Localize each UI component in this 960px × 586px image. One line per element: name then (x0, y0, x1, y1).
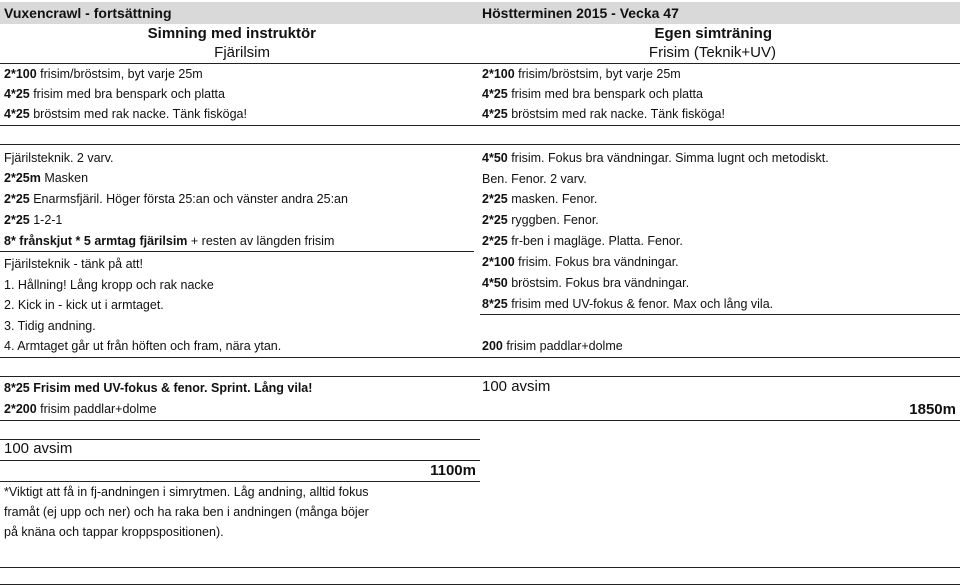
left-main-3: 2*25 Enarmsfjäril. Höger första 25:an och vänster andra 25:an (4, 192, 348, 206)
left-total: 1100m (430, 462, 476, 479)
tip-3: 3. Tidig andning. (4, 319, 96, 333)
sheet-title: Vuxencrawl - fortsättning (4, 5, 172, 21)
right-warmup-1: 2*100 frisim/bröstsim, byt varje 25m (482, 67, 681, 81)
right-main-9: 200 frisim paddlar+dolme (482, 339, 623, 353)
divider (0, 439, 480, 440)
right-total: 1850m (909, 401, 956, 418)
left-main-2: 2*25m Masken (4, 171, 89, 185)
right-rest: 100 avsim (482, 378, 551, 395)
tip-1: 1. Hållning! Lång kropp och rak nacke (4, 278, 214, 292)
divider (0, 144, 960, 145)
left-cooldown-1: 8*25 Frisim med UV-fokus & fenor. Sprint. Lång vila! (4, 381, 313, 395)
divider (0, 125, 960, 126)
right-subheading: Frisim (Teknik+UV) (648, 44, 776, 61)
right-main-3: 2*25 masken. Fenor. (482, 192, 598, 206)
tip-2: 2. Kick in - kick ut i armtaget. (4, 298, 164, 312)
right-warmup-3: 4*25 bröstsim med rak nacke. Tänk fisköga! (482, 107, 725, 121)
technique-note: *Viktigt att få in fj-andningen i simrytmen. Låg andning, alltid fokus framåt (ej upp och ner) och ha raka ben i andningen (många böjer på knäna och tappar kroppspositionen). (4, 485, 369, 539)
left-cooldown-2: 2*200 frisim paddlar+dolme (4, 402, 157, 416)
divider (0, 460, 480, 461)
divider (0, 584, 960, 585)
divider (0, 376, 960, 377)
right-main-4: 2*25 ryggben. Fenor. (482, 213, 599, 227)
left-heading: Simning med instruktör (147, 25, 316, 42)
left-main-5: 8* frånskjut * 5 armtag fjärilsim + resten av längden frisim (4, 234, 335, 248)
right-main-6: 2*100 frisim. Fokus bra vändningar. (482, 255, 679, 269)
left-subheading: Fjärilsim (214, 44, 270, 61)
right-main-7: 4*50 bröstsim. Fokus bra vändningar. (482, 276, 690, 290)
header-bar (0, 2, 960, 24)
tip-4: 4. Armtaget går ut från höften och fram, nära ytan. (4, 339, 282, 353)
right-main-5: 2*25 fr-ben i magläge. Platta. Fenor. (482, 234, 683, 248)
divider (0, 63, 960, 64)
right-heading: Egen simträning (654, 25, 772, 42)
left-warmup-1: 2*100 frisim/bröstsim, byt varje 25m (4, 67, 203, 81)
right-main-1: 4*50 frisim. Fokus bra vändningar. Simma lugnt och metodiskt. (482, 151, 829, 165)
divider (480, 314, 960, 315)
divider (0, 357, 960, 358)
right-main-2: Ben. Fenor. 2 varv. (482, 172, 587, 186)
left-main-1: Fjärilsteknik. 2 varv. (4, 151, 114, 165)
left-warmup-2: 4*25 frisim med bra benspark och platta (4, 87, 225, 101)
divider (0, 420, 960, 421)
divider (0, 251, 474, 252)
right-main-8: 8*25 frisim med UV-fokus & fenor. Max och lång vila. (482, 297, 774, 311)
left-main-4: 2*25 1-2-1 (4, 213, 63, 227)
left-main-6: Fjärilsteknik - tänk på att! (4, 257, 143, 271)
divider (0, 567, 960, 568)
term-label: Höstterminen 2015 - Vecka 47 (482, 5, 679, 21)
left-warmup-3: 4*25 bröstsim med rak nacke. Tänk fisköga! (4, 107, 247, 121)
right-warmup-2: 4*25 frisim med bra benspark och platta (482, 87, 703, 101)
left-rest: 100 avsim (4, 440, 73, 457)
